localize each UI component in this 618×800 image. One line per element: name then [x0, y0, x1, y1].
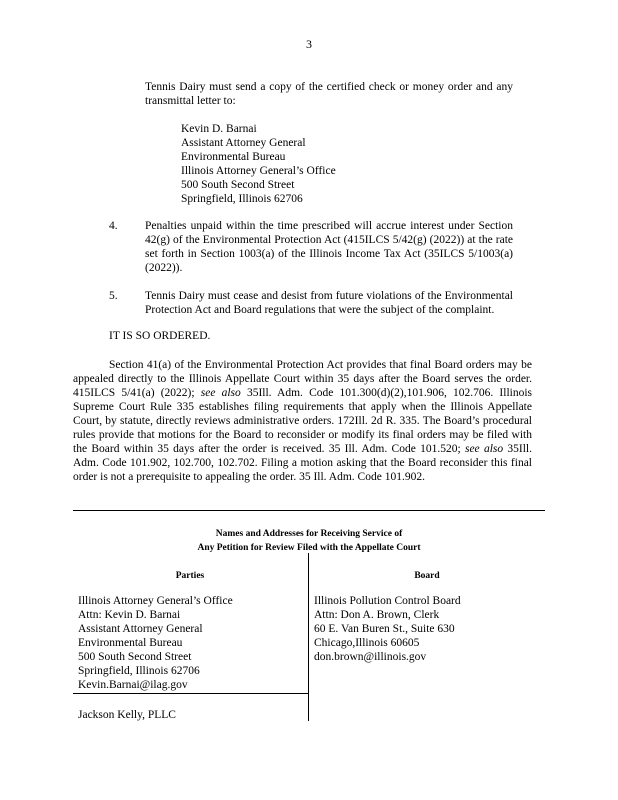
item-text: Penalties unpaid within the time prescribed will accrue interest under Section 42(g) of the Environmental Protection Act (415ILCS 5/42(g) (2022)) at the rate set forth in Section 1003(a) of the Illinois Income Tax Act (35ILCS 5/1003(a) (2022)). [145, 220, 513, 274]
see-also: see also [200, 387, 241, 399]
address-line: Environmental Bureau [181, 151, 286, 163]
address-line: Illinois Attorney General’s Office [78, 595, 233, 607]
table-title-line1: Names and Addresses for Receiving Service of [215, 529, 403, 539]
so-ordered: IT IS SO ORDERED. [109, 330, 211, 342]
address-line: 500 South Second Street [181, 179, 295, 191]
col-header-board: Board [414, 571, 440, 581]
party2-name: Jackson Kelly, PLLC [78, 709, 176, 721]
table-title-line2: Any Petition for Review Filed with the Appellate Court [197, 543, 421, 553]
board-address [314, 594, 461, 664]
item-number: 5. [109, 290, 118, 302]
row-divider [73, 693, 308, 694]
address-line: Kevin.Barnai@ilag.gov [78, 679, 188, 691]
address-line: Attn: Kevin D. Barnai [78, 609, 181, 621]
address-line: Assistant Attorney General [181, 137, 306, 149]
party-address [78, 594, 233, 692]
page-number: 3 [306, 37, 312, 51]
address-line: Springfield, Illinois 62706 [181, 193, 303, 205]
address-line: Illinois Attorney General’s Office [181, 165, 336, 177]
table-top-rule [73, 510, 545, 511]
address-line: Environmental Bureau [78, 637, 183, 649]
col-header-parties: Parties [175, 571, 205, 581]
address-line: 60 E. Van Buren St., Suite 630 [314, 623, 455, 635]
address-line: Assistant Attorney General [78, 623, 203, 635]
address-line: Kevin D. Barnai [181, 123, 257, 135]
appeal-paragraph [73, 358, 532, 484]
address-line: Chicago,Illinois 60605 [314, 637, 420, 649]
address-line: Springfield, Illinois 62706 [78, 665, 200, 677]
see-also: see also [464, 443, 504, 455]
payment-instruction: Tennis Dairy must send a copy of the certified check or money order and any transmittal letter to: [145, 81, 513, 107]
column-divider [308, 553, 309, 721]
address-line: Illinois Pollution Control Board [314, 595, 461, 607]
address-line: don.brown@illinois.gov [314, 651, 427, 663]
item-text: Tennis Dairy must cease and desist from future violations of the Environmental Protection Act and Board regulations that were the subject of the complaint. [145, 290, 513, 316]
address-line: Attn: Don A. Brown, Clerk [314, 609, 440, 621]
address-line: 500 South Second Street [78, 651, 192, 663]
appeal-text: Section 41(a) of the Environmental Protection Act provides that final Board orders may be appealed directly to the Illinois Appellate Court within 35 days after the Board serves the order. 415ILCS 5/41(a) (2022); [73, 359, 532, 399]
appeal-text: 35Ill. Adm. Code 101.902, 102.700, 102.702. Filing a motion asking that the Board reconsider this final order is not a prerequisite to appealing the order. 35 Ill. Adm. Code 101.902. [73, 443, 533, 483]
mailing-address [181, 122, 336, 206]
item-number: 4. [109, 220, 118, 232]
appeal-text: 35Ill. Adm. Code 101.300(d)(2),101.906, 102.706. Illinois Supreme Court Rule 335 establishes filing requirements that apply when the Illinois Appellate Court, by statute, directly reviews administrative orders. 172Ill. 2d R. 335. The Board’s procedural rules provide that motions for the Board to reconsider or modify its final orders may be filed with the Board within 35 days after the order is received. 35 Ill. Adm. Code 101.520; [73, 387, 533, 455]
